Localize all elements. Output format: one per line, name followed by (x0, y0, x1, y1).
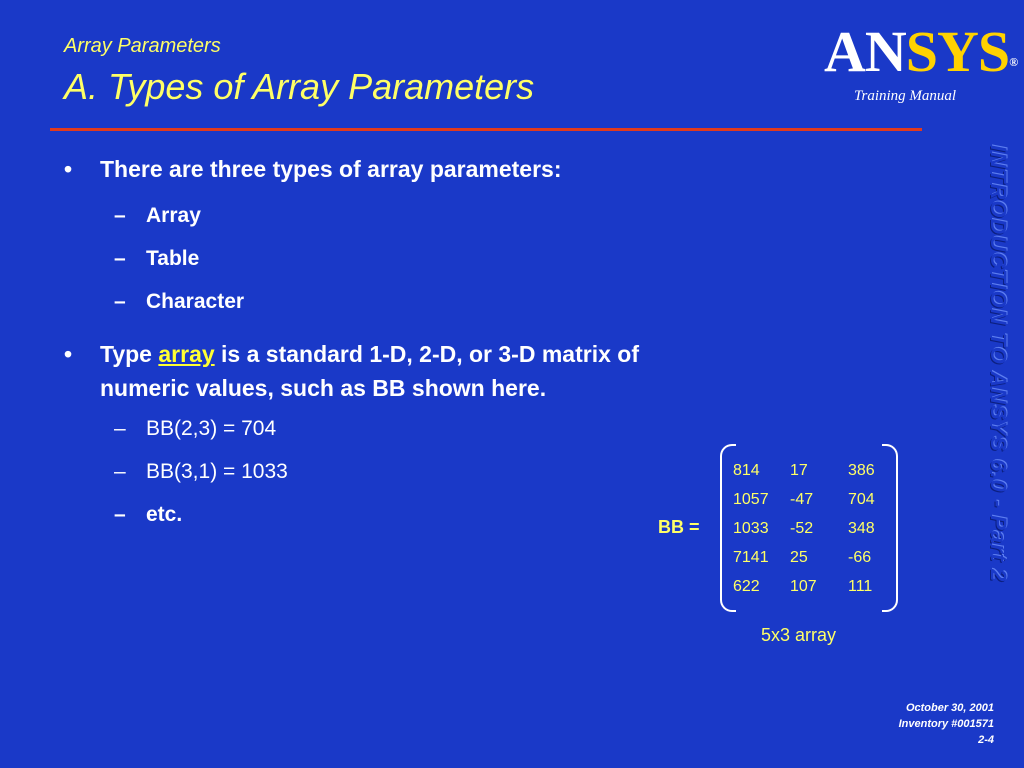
bullet-text: There are three types of array parameters: (100, 156, 562, 182)
ansys-logo (824, 19, 1018, 84)
bullet-dot-icon: • (64, 156, 73, 182)
dash-icon: – (114, 460, 126, 483)
matrix-cell: 622 (733, 578, 760, 595)
footer-date: October 30, 2001 (905, 702, 994, 714)
matrix-label: BB = (658, 517, 700, 537)
matrix-cell: 107 (790, 578, 817, 595)
sub-item-text: Character (146, 290, 245, 313)
matrix-cell: 348 (848, 520, 875, 537)
slide-footer (899, 700, 994, 748)
sub-item (64, 280, 664, 323)
matrix-cell: 7141 (733, 549, 769, 566)
matrix-caption: 5x3 array (761, 625, 837, 645)
sub-item-text: Array (146, 204, 201, 227)
matrix-cell: 814 (733, 462, 760, 479)
slide-title: A. Types of Array Parameters (64, 66, 535, 107)
sub-item (64, 237, 664, 280)
sub-item-text: etc. (146, 503, 183, 526)
slide-content (64, 152, 664, 536)
dash-icon: – (114, 204, 126, 227)
logo-sys: SYS (905, 19, 1010, 84)
matrix-cell: 1033 (733, 520, 769, 537)
matrix-cell: 25 (790, 549, 808, 566)
matrix-cell: -47 (790, 491, 814, 508)
sub-item (64, 407, 664, 450)
sub-item (64, 493, 664, 536)
sub-item-text: Table (146, 247, 200, 270)
logo-an: AN (824, 19, 906, 84)
footer-page-number: 2-4 (978, 734, 994, 746)
dash-icon: – (114, 417, 126, 440)
title-divider (50, 128, 922, 131)
dash-icon: – (114, 247, 126, 270)
bullet-text-pre: Type (100, 341, 159, 367)
matrix-cell: 386 (848, 462, 875, 479)
bullet-text-post: is a standard 1-D, 2-D, or 3-D matrix of numeric values, such as BB shown here. (100, 341, 639, 401)
dash-icon: – (114, 290, 126, 313)
logo-registered: ® (1009, 55, 1018, 69)
dash-icon: – (114, 503, 126, 526)
matrix-cell: 1057 (733, 491, 769, 508)
sub-item (64, 450, 664, 493)
bullet-dot-icon: • (64, 341, 73, 367)
footer-inventory: Inventory #001571 (898, 718, 994, 730)
bullet-item (64, 152, 664, 186)
sub-item-text: BB(3,1) = 1033 (146, 460, 288, 483)
training-manual-label: Training Manual (854, 88, 957, 104)
array-keyword-highlight: array (158, 341, 215, 367)
matrix-cell: -52 (790, 520, 814, 537)
matrix-cell: 111 (848, 578, 873, 595)
matrix-cell: 704 (848, 491, 875, 508)
sub-item (64, 194, 664, 237)
matrix-grid (733, 460, 892, 605)
sub-item-text: BB(2,3) = 704 (146, 417, 277, 440)
matrix-cell: -66 (848, 549, 872, 566)
side-course-title: INTRODUCTION TO ANSYS 6.0 - Part 2 (986, 145, 1011, 583)
bullet-item (64, 337, 664, 405)
matrix-cell: 17 (790, 462, 808, 479)
section-subtitle: Array Parameters (64, 35, 221, 57)
